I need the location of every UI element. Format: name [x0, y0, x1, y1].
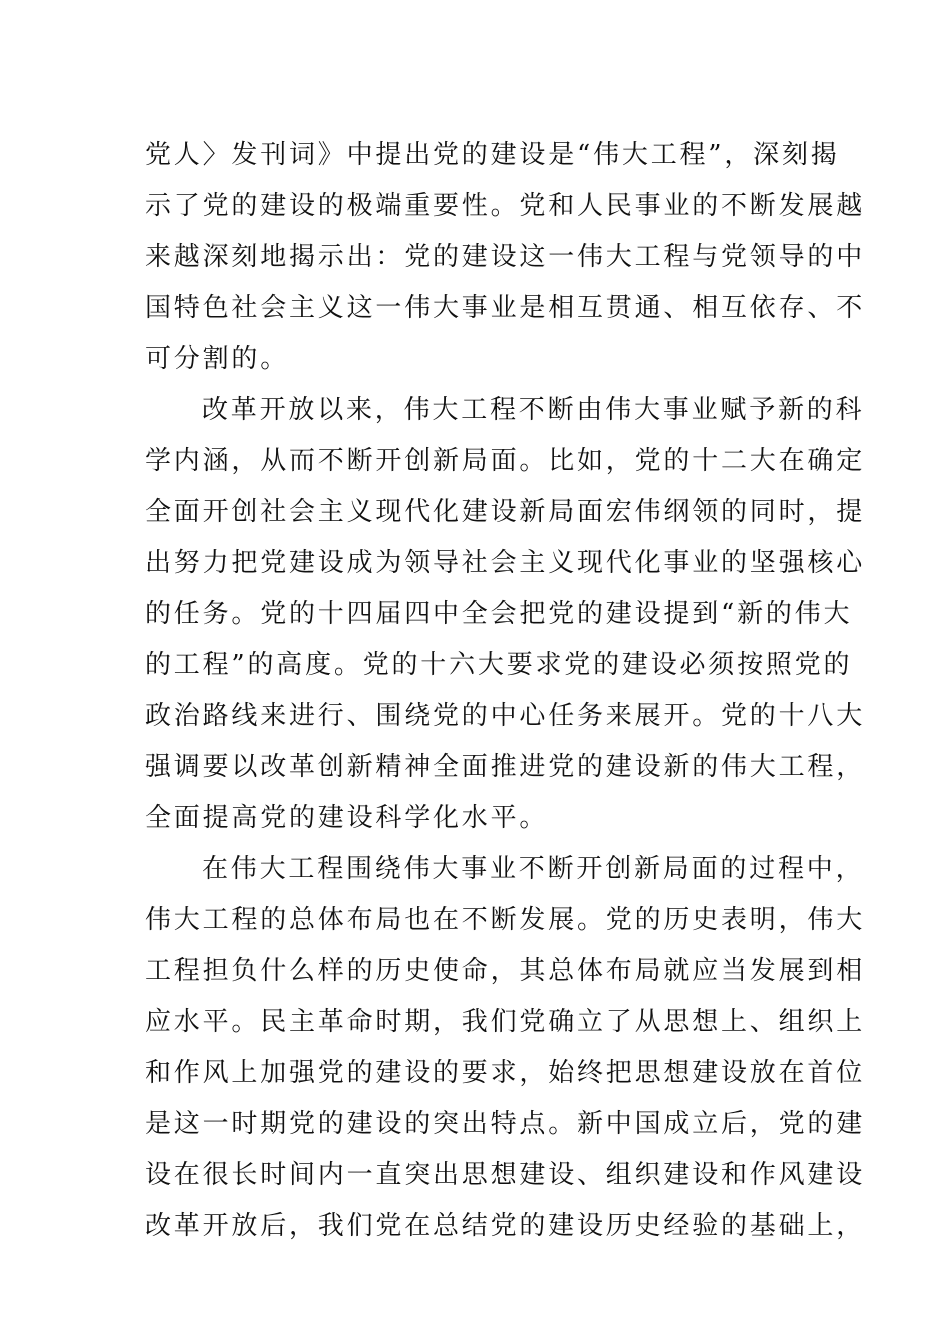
text-line: 和作风上加强党的建设的要求，始终把思想建设放在首位 — [145, 1058, 866, 1088]
text-line: 可分割的。 — [145, 344, 290, 374]
text-line: 政治路线来进行、围绕党的中心任务来展开。党的十八大 — [145, 701, 866, 731]
text-line: 示了党的建设的极端重要性。党和人民事业的不断发展越 — [145, 191, 866, 221]
text-line: 的工程”的高度。党的十六大要求党的建设必须按照党的 — [145, 650, 853, 680]
text-line: 伟大工程的总体布局也在不断发展。党的历史表明，伟大 — [145, 905, 866, 935]
paragraph-start-line: 在伟大工程围绕伟大事业不断开创新局面的过程中， — [202, 854, 865, 884]
text-line: 设在很长时间内一直突出思想建设、组织建设和作风建设 — [145, 1160, 866, 1190]
text-line: 强调要以改革创新精神全面推进党的建设新的伟大工程， — [145, 752, 866, 782]
text-line: 的任务。党的十四届四中全会把党的建设提到“新的伟大 — [145, 599, 853, 629]
text-line: 全面开创社会主义现代化建设新局面宏伟纲领的同时，提 — [145, 497, 866, 527]
text-line: 党人〉发刊词》中提出党的建设是“伟大工程”，深刻揭 — [145, 140, 840, 170]
document-body — [145, 130, 866, 1252]
text-line: 出努力把党建设成为领导社会主义现代化事业的坚强核心 — [145, 548, 866, 578]
text-line: 改革开放后，我们党在总结党的建设历史经验的基础上， — [145, 1211, 866, 1241]
text-line: 国特色社会主义这一伟大事业是相互贯通、相互依存、不 — [145, 293, 866, 323]
text-line: 来越深刻地揭示出：党的建设这一伟大工程与党领导的中 — [145, 242, 866, 272]
paragraph-start-line: 改革开放以来，伟大工程不断由伟大事业赋予新的科 — [202, 395, 865, 425]
text-line: 应水平。民主革命时期，我们党确立了从思想上、组织上 — [145, 1007, 866, 1037]
text-line: 是这一时期党的建设的突出特点。新中国成立后，党的建 — [145, 1109, 866, 1139]
text-line: 全面提高党的建设科学化水平。 — [145, 803, 549, 833]
text-line: 工程担负什么样的历史使命，其总体布局就应当发展到相 — [145, 956, 866, 986]
text-line: 学内涵，从而不断开创新局面。比如，党的十二大在确定 — [145, 446, 866, 476]
